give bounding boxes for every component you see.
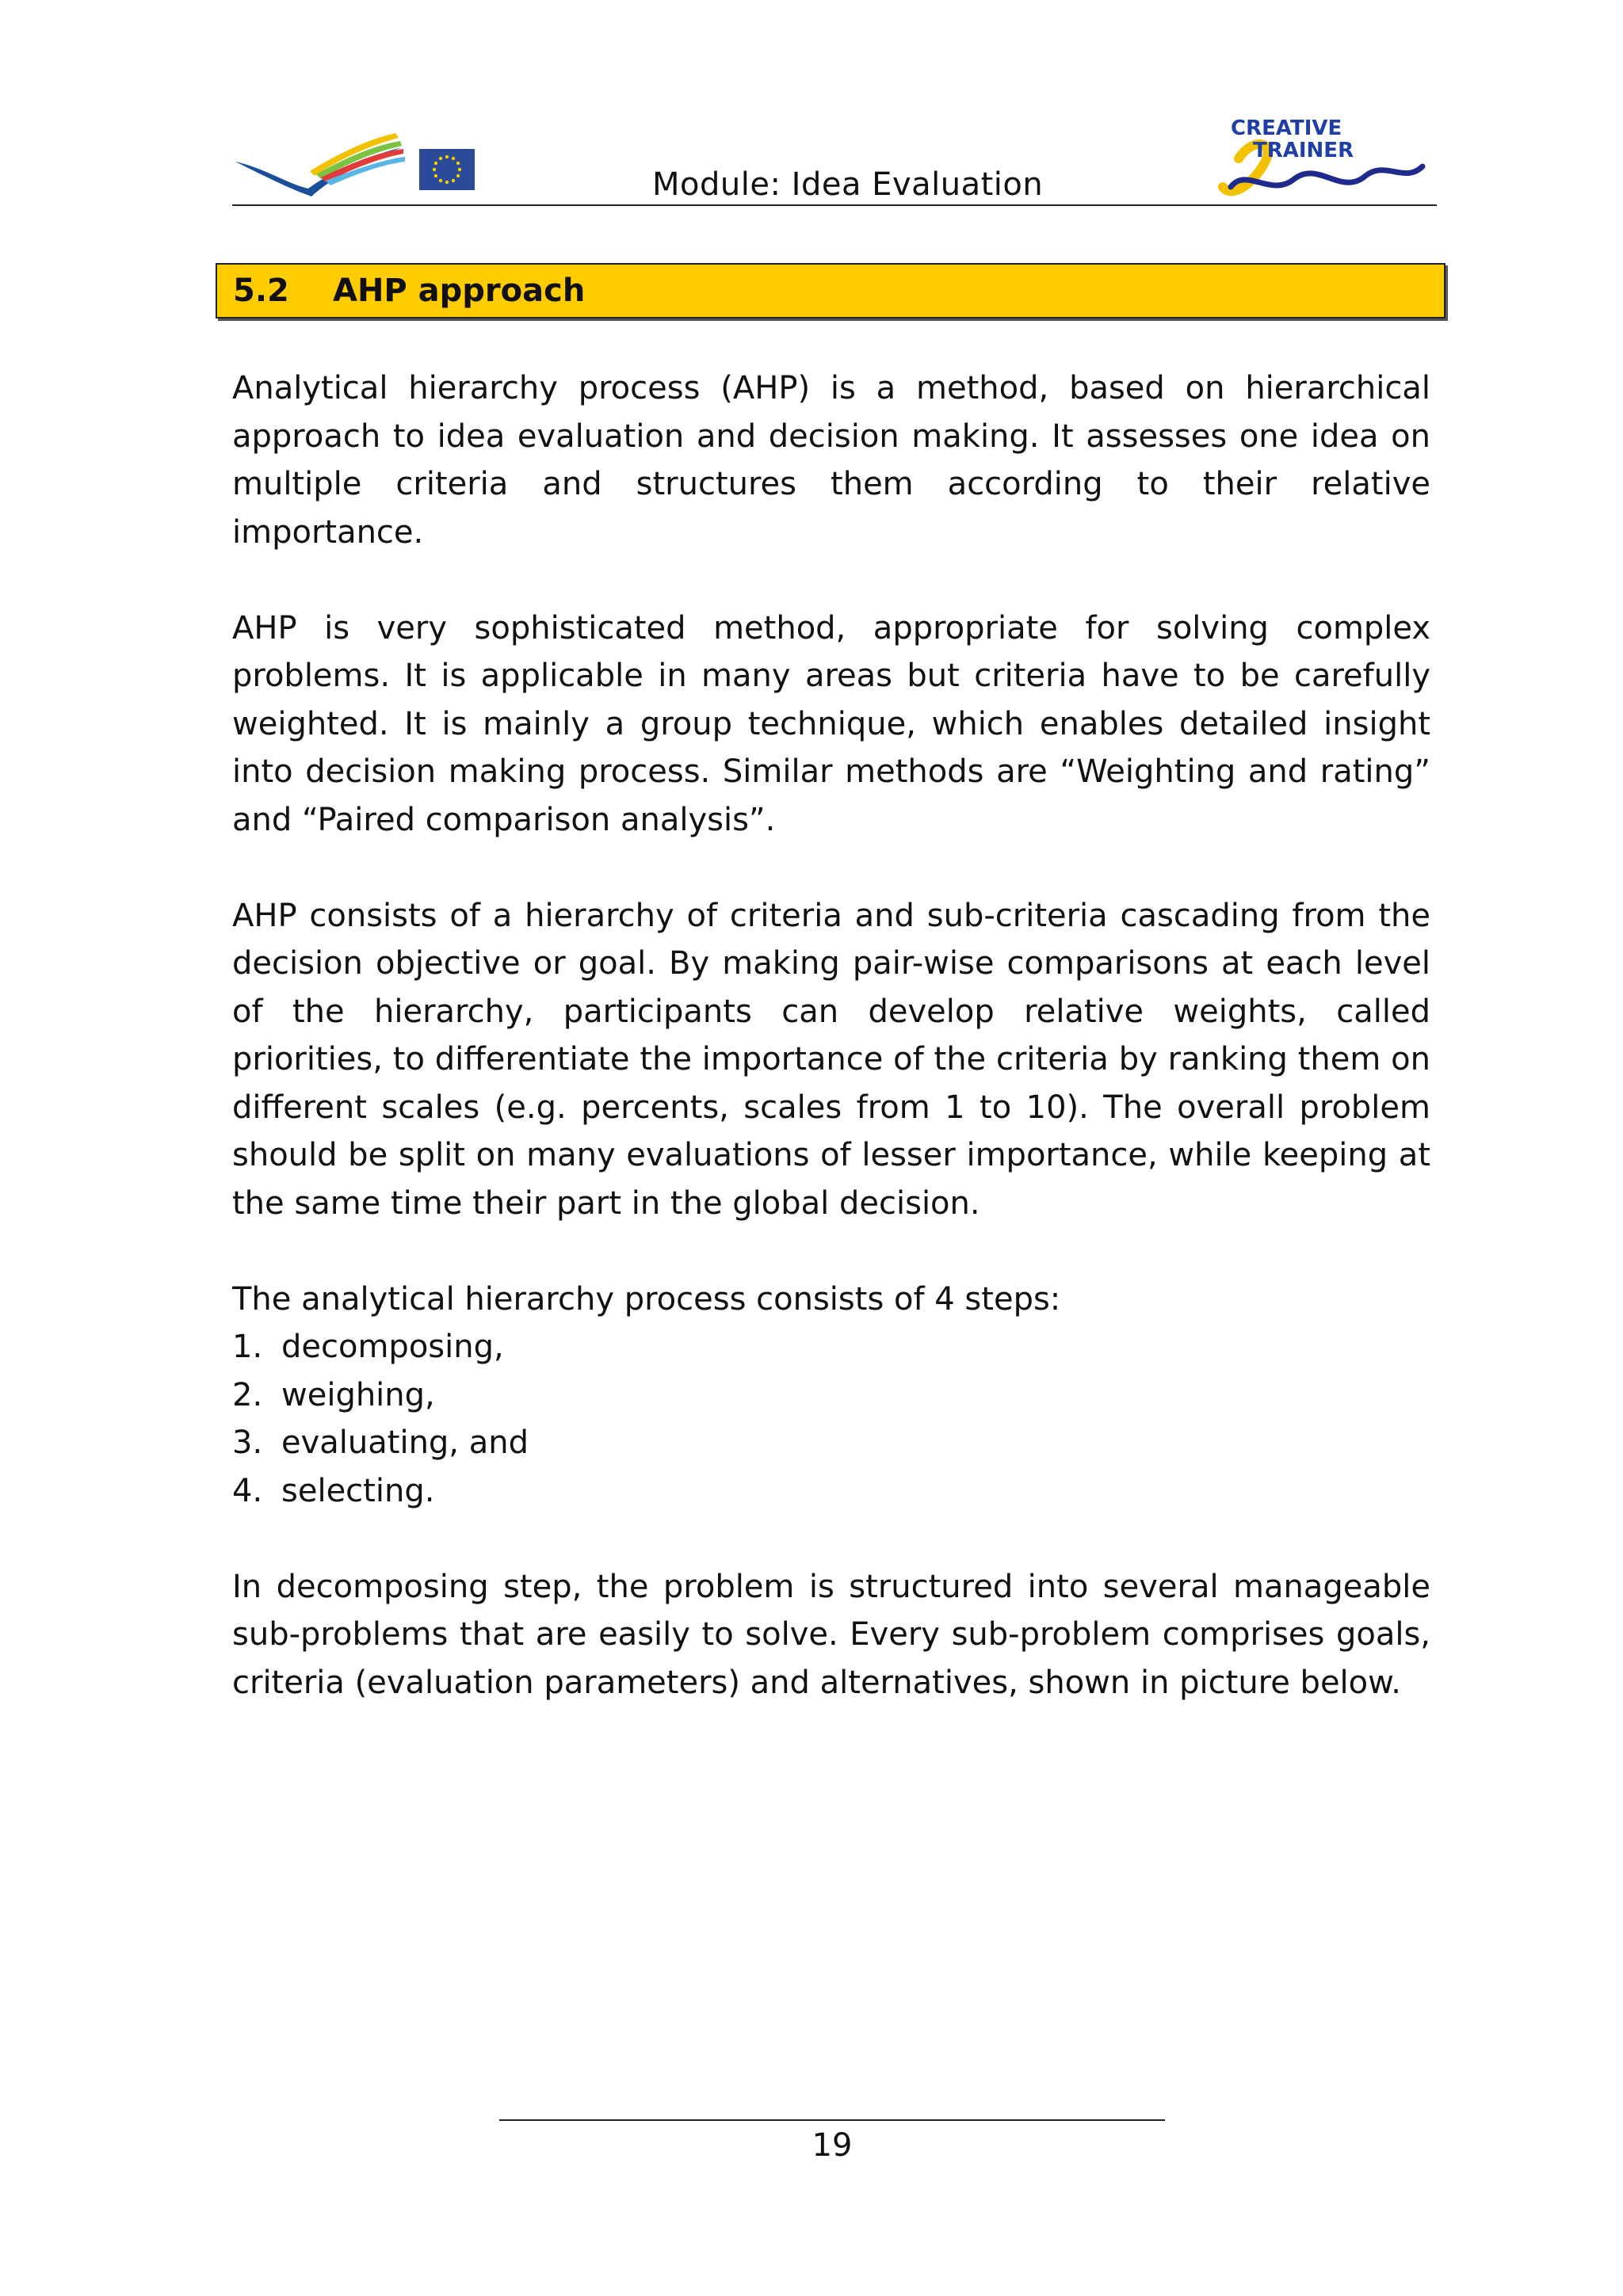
step-text: decomposing, (281, 1329, 504, 1365)
step-text: selecting. (281, 1472, 435, 1509)
step-number: 1. (232, 1329, 263, 1365)
paragraph-decomposing: In decomposing step, the problem is structured into several manageable sub-problems that are easily to solve. Every sub-problem comprises goals, criteria (evaluation parameters) and alternatives, shown in picture below. (232, 1568, 1430, 1701)
module-title: Module: Idea Evaluation (652, 166, 1044, 203)
page-header (232, 111, 1437, 206)
steps-intro: The analytical hierarchy process consists of 4 steps: (232, 1280, 1061, 1318)
step-number: 2. (232, 1376, 263, 1413)
list-item (232, 1371, 1430, 1420)
list-item (232, 1419, 1430, 1467)
section-number: 5.2 (233, 273, 289, 309)
step-number: 4. (232, 1472, 263, 1509)
steps-list (232, 1323, 1430, 1515)
eu-flag-icon (419, 149, 475, 190)
body-content (232, 364, 1430, 1755)
step-text: evaluating, and (281, 1425, 529, 1461)
paragraph-ahp-definition: Analytical hierarchy process (AHP) is a method, based on hierarchical approach to idea evaluation and decision making. It assesses one idea on multiple criteria and structures them according to their relative importance. (232, 370, 1430, 551)
creative-trainer-logo (1215, 111, 1429, 200)
list-item (232, 1323, 1430, 1371)
header-divider (232, 204, 1437, 206)
logo-text-trainer: TRAINER (1253, 139, 1354, 162)
logo-text-creative: CREATIVE (1231, 116, 1342, 140)
footer-divider (499, 2119, 1165, 2121)
paragraph-ahp-sophistication: AHP is very sophisticated method, appropriate for solving complex problems. It is applicable in many areas but criteria have to be carefully weighted. It is mainly a group technique, which enables detailed insight into decision making process. Similar methods are “Weighting and rating” and “Paired comparison analysis”. (232, 609, 1430, 838)
paragraph-ahp-hierarchy: AHP consists of a hierarchy of criteria and sub-criteria cascading from the decision objective or goal. By making pair-wise comparisons at each level of the hierarchy, participants can develop relative weights, called priorities, to differentiate the importance of the criteria by ranking them on different scales (e.g. percents, scales from 1 to 10). The overall problem should be split on many evaluations of lesser importance, while keeping at the same time their part in the global decision. (232, 897, 1430, 1222)
step-text: weighing, (281, 1376, 435, 1413)
step-number: 3. (232, 1425, 263, 1461)
page-number: 19 (812, 2127, 853, 2164)
list-item (232, 1467, 1430, 1516)
programme-logo (232, 127, 407, 198)
section-title: AHP approach (333, 273, 586, 309)
section-heading (216, 263, 1445, 318)
